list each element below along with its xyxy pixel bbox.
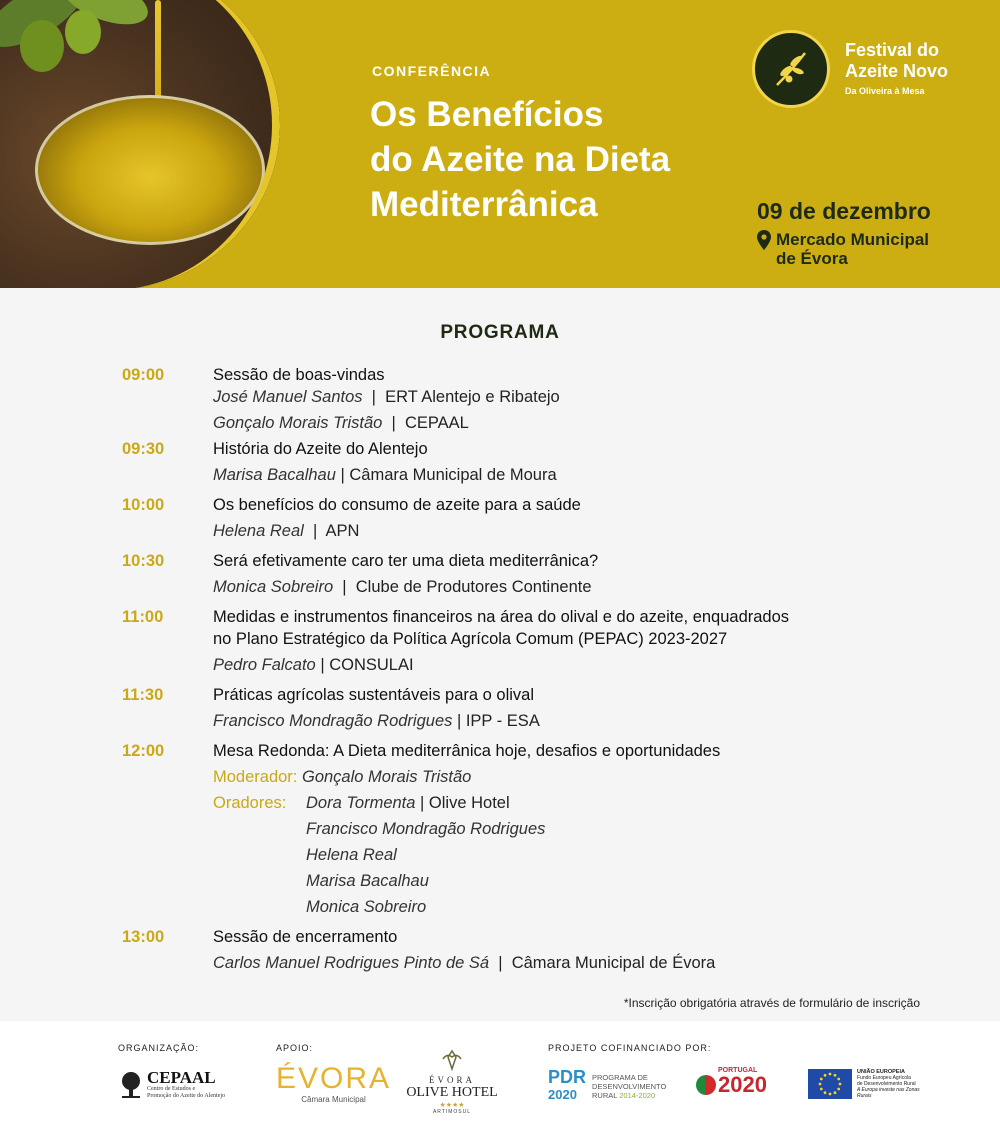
item-speaker: Francisco Mondragão Rodrigues | IPP - ESA (213, 712, 540, 730)
eu-flag-icon (808, 1069, 852, 1099)
panel-speaker: Marisa Bacalhau (306, 872, 429, 890)
organization-label: ORGANIZAÇÃO: (118, 1043, 200, 1053)
title-line: do Azeite na Dieta (370, 140, 671, 179)
item-speaker: José Manuel Santos | ERT Alentejo e Ribatejo (213, 388, 560, 406)
item-time: 13:00 (122, 928, 165, 946)
item-title: História do Azeite do Alentejo (213, 440, 428, 458)
panel-speaker: Francisco Mondragão Rodrigues (306, 820, 546, 838)
item-time: 09:30 (122, 440, 165, 458)
sponsors-footer (0, 1021, 1000, 1135)
festival-tagline: Da Oliveira à Mesa (845, 86, 925, 96)
item-speaker: Carlos Manuel Rodrigues Pinto de Sá | Câmara Municipal de Évora (213, 954, 716, 972)
olive-oil-photo (0, 0, 280, 288)
moderator-line: Moderador: Gonçalo Morais Tristão (213, 768, 472, 786)
item-title: Medidas e instrumentos financeiros na área do olival e do azeite, enquadrados (213, 608, 790, 626)
portugal-flag-icon (696, 1075, 716, 1095)
registration-note: *Inscrição obrigatória através de formulário de inscrição (623, 996, 920, 1010)
festival-name: Festival do Azeite Novo (845, 40, 949, 81)
cepaal-logo: CEPAAL Centro de Estudos e Promoção do Azeite do Alentejo (118, 1069, 225, 1100)
title-line: Os Benefícios (370, 95, 604, 134)
item-speaker: Monica Sobreiro | Clube de Produtores Continente (213, 578, 592, 596)
evora-logo: ÉVORA Câmara Municipal (276, 1062, 392, 1104)
eu-logo: UNIÃO EUROPEIA Fundo Europeu Agrícola de Desenvolvimento Rural A Europa investe nas Zonas Rurais (808, 1069, 929, 1099)
item-time: 11:00 (122, 608, 164, 626)
item-time: 11:30 (122, 686, 164, 704)
item-title: Sessão de boas-vindas (213, 366, 385, 384)
item-time: 10:30 (122, 552, 165, 570)
item-title: Sessão de encerramento (213, 928, 398, 946)
pdr2020-logo: PDR 2020 PROGRAMA DE DESENVOLVIMENTO RURAL 2014-2020 (548, 1067, 667, 1102)
program-heading: PROGRAMA (440, 322, 560, 343)
cofinance-label: PROJETO COFINANCIADO POR: (548, 1043, 712, 1053)
location-pin-icon (757, 230, 771, 250)
item-title: Práticas agrícolas sustentáveis para o olival (213, 686, 534, 704)
panel-speaker: Monica Sobreiro (306, 898, 427, 916)
item-title: Será efetivamente caro ter uma dieta mediterrânica? (213, 552, 599, 570)
panel-speaker: Dora Tormenta | Olive Hotel (306, 794, 510, 812)
item-title: no Plano Estratégico da Política Agrícola Comum (PEPAC) 2023-2027 (213, 630, 728, 648)
speakers-label: Oradores: (213, 794, 287, 812)
item-title: Os benefícios do consumo de azeite para a saúde (213, 496, 581, 514)
item-speaker: Marisa Bacalhau | Câmara Municipal de Moura (213, 466, 557, 484)
item-time: 12:00 (122, 742, 165, 760)
tree-icon (118, 1071, 144, 1099)
crest-icon (439, 1049, 465, 1071)
event-date: 09 de dezembro (757, 198, 931, 224)
conference-label: CONFERÊNCIA (372, 63, 492, 79)
title-line: Mediterrânica (370, 185, 598, 224)
event-venue: Mercado Municipal de Évora (757, 230, 929, 268)
festival-logo-icon (752, 30, 830, 108)
page-title (370, 92, 730, 227)
item-speaker: Helena Real | APN (213, 522, 360, 540)
item-speaker: Pedro Falcato | CONSULAI (213, 656, 414, 674)
panel-speaker: Helena Real (306, 846, 397, 864)
support-label: APOIO: (276, 1043, 314, 1053)
olive-hotel-logo: ÉVORA OLIVE HOTEL ★★★★ ARTIMOSUL (404, 1049, 500, 1115)
item-time: 10:00 (122, 496, 165, 514)
item-speaker: Gonçalo Morais Tristão | CEPAAL (213, 414, 469, 432)
header-banner (0, 0, 1000, 288)
item-time: 09:00 (122, 366, 165, 384)
item-title: Mesa Redonda: A Dieta mediterrânica hoje, desafios e oportunidades (213, 742, 721, 760)
portugal2020-logo: PORTUGAL 2020 (696, 1067, 767, 1096)
